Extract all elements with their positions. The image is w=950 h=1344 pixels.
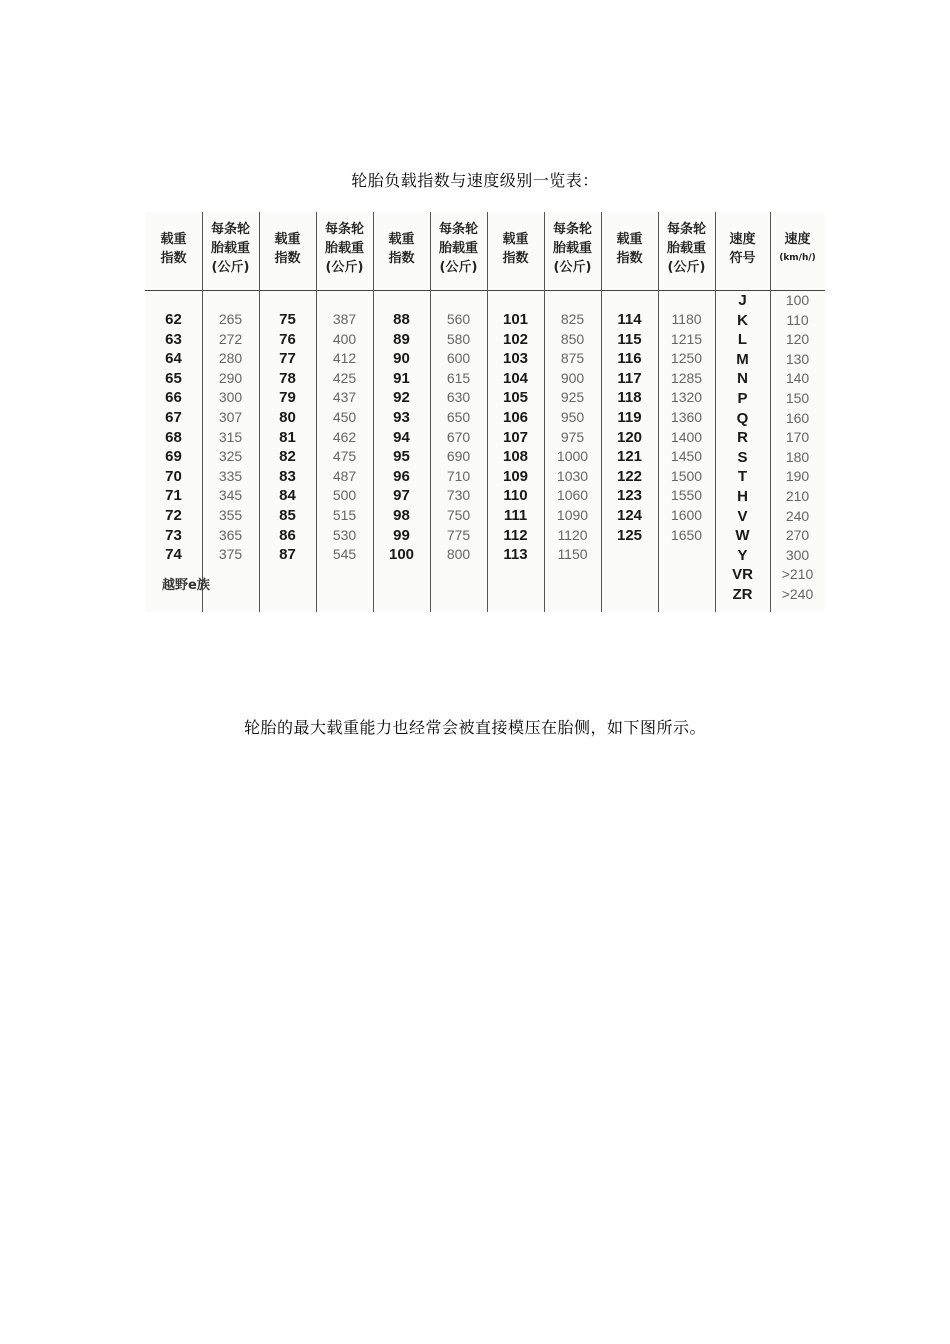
- load-kg-cell: 775: [446, 526, 471, 543]
- load-kg-cell: 365: [218, 526, 243, 543]
- load-kg-header: 每条轮 胎载重 (公斤): [210, 222, 250, 275]
- load-index-cell: 112: [503, 526, 528, 544]
- speed-kmh-cell: 140: [785, 370, 810, 387]
- load-index-cell: 66: [165, 389, 182, 407]
- load-kg-column-3: [430, 212, 487, 612]
- speed-symbol-cell: Y: [737, 546, 748, 564]
- speed-symbol-cell: K: [737, 311, 748, 329]
- load-index-cell: 100: [388, 546, 415, 564]
- load-kg-cell: 1215: [670, 330, 703, 347]
- load-index-cell: 114: [617, 311, 642, 328]
- load-index-cell: 74: [165, 546, 182, 564]
- speed-kmh-cell: 150: [785, 389, 810, 406]
- speed-symbol-cell: Q: [736, 409, 749, 427]
- load-index-cell: 92: [393, 389, 410, 407]
- load-kg-cell: 1120: [557, 526, 588, 543]
- load-index-cell: 86: [279, 526, 296, 544]
- load-kg-cell: 1285: [670, 369, 703, 386]
- load-index-cell: 75: [279, 311, 296, 328]
- load-kg-cell: 462: [332, 428, 357, 445]
- load-kg-cell: 1400: [670, 428, 703, 445]
- load-kg-cell: 530: [332, 526, 357, 543]
- load-index-cell: 117: [617, 369, 642, 387]
- load-index-cell: 111: [503, 506, 528, 524]
- load-index-cell: 107: [502, 428, 529, 446]
- load-index-cell: 120: [616, 428, 643, 446]
- speed-kmh-cell: 300: [785, 546, 810, 563]
- speed-kmh-cell: 240: [785, 507, 810, 524]
- load-index-cell: 77: [279, 350, 296, 368]
- speed-symbol-cell: S: [737, 448, 748, 466]
- load-kg-cell: 545: [332, 546, 357, 563]
- load-index-header: 载重 指数: [274, 232, 301, 266]
- load-kg-cell: 730: [446, 487, 471, 504]
- load-kg-cell: 450: [332, 408, 357, 425]
- load-kg-column-1: [202, 212, 259, 612]
- load-index-cell: 81: [279, 428, 296, 446]
- load-kg-column-2: [316, 212, 373, 612]
- load-index-column-3: [373, 212, 430, 612]
- load-kg-cell: 290: [218, 369, 243, 386]
- load-kg-cell: 1450: [670, 448, 703, 465]
- load-kg-cell: 1360: [670, 408, 703, 425]
- load-kg-cell: 437: [332, 389, 357, 406]
- speed-symbol-cell: P: [737, 389, 748, 407]
- load-index-cell: 115: [617, 330, 642, 348]
- load-kg-cell: 300: [218, 389, 243, 406]
- watermark-text: 越野e族: [162, 578, 210, 593]
- load-index-cell: 98: [393, 506, 410, 524]
- load-kg-cell: 335: [218, 467, 243, 484]
- speed-symbol-cell: R: [737, 429, 748, 447]
- load-index-cell: 108: [502, 448, 529, 466]
- load-kg-cell: 615: [446, 369, 471, 386]
- speed-kmh-cell: 130: [785, 350, 810, 367]
- load-index-cell: 102: [502, 330, 529, 348]
- load-kg-cell: 560: [446, 311, 471, 327]
- load-kg-cell: 925: [560, 389, 585, 406]
- speed-symbol-cell: L: [737, 331, 748, 349]
- load-index-header: 载重 指数: [160, 232, 187, 266]
- load-kg-cell: 600: [446, 350, 471, 367]
- load-index-cell: 83: [279, 467, 296, 485]
- load-kg-cell: 345: [218, 487, 243, 504]
- load-index-cell: 67: [165, 408, 182, 426]
- table-caption: 轮胎负载指数与速度级别一览表：: [351, 171, 599, 190]
- load-index-cell: 94: [393, 428, 410, 446]
- load-kg-cell: 280: [218, 350, 243, 367]
- load-kg-cell: 975: [560, 428, 585, 445]
- load-index-cell: 122: [616, 467, 643, 485]
- load-index-cell: 84: [279, 487, 296, 505]
- load-kg-cell: 1650: [670, 526, 703, 543]
- load-index-cell: 76: [279, 330, 296, 348]
- load-kg-cell: 515: [332, 506, 357, 523]
- load-kg-cell: 272: [218, 330, 243, 347]
- speed-kmh-cell: 160: [785, 409, 810, 426]
- load-index-header: 载重 指数: [616, 232, 643, 266]
- load-index-cell: 89: [393, 330, 410, 348]
- load-index-cell: 64: [165, 350, 182, 368]
- load-kg-cell: 1250: [670, 350, 703, 367]
- load-index-cell: 105: [502, 389, 529, 407]
- load-index-cell: 99: [393, 526, 410, 544]
- load-kg-header: 每条轮 胎载重 (公斤): [666, 222, 706, 275]
- load-index-cell: 88: [393, 311, 410, 328]
- load-kg-cell: 265: [218, 311, 243, 327]
- load-index-cell: 87: [279, 546, 296, 564]
- load-kg-cell: 750: [446, 506, 471, 523]
- load-index-cell: 65: [165, 369, 182, 387]
- load-kg-cell: 1500: [670, 467, 703, 484]
- load-kg-cell: 1600: [670, 506, 703, 523]
- load-kg-cell: 670: [446, 428, 471, 445]
- load-kg-cell: 1320: [670, 389, 703, 406]
- load-index-cell: 104: [502, 369, 529, 387]
- load-index-cell: 97: [393, 487, 410, 505]
- load-index-cell: 79: [279, 389, 296, 407]
- load-kg-cell: 1060: [556, 487, 589, 504]
- load-kg-cell: 950: [560, 408, 585, 425]
- speed-symbol-cell: T: [737, 468, 748, 486]
- load-kg-cell: 1150: [557, 546, 588, 563]
- load-kg-header: 每条轮 胎载重 (公斤): [552, 222, 592, 275]
- load-kg-cell: 580: [446, 330, 471, 347]
- load-kg-cell: 500: [332, 487, 357, 504]
- load-kg-cell: 710: [446, 467, 471, 484]
- load-index-cell: 106: [502, 408, 529, 426]
- load-index-cell: 80: [279, 408, 296, 426]
- body-paragraph: 轮胎的最大载重能力也经常会被直接模压在胎侧，如下图所示。: [243, 718, 706, 737]
- load-index-column-4: [487, 212, 544, 612]
- load-index-cell: 118: [617, 389, 642, 407]
- speed-symbol-cell: VR: [732, 566, 753, 584]
- speed-kmh-cell: 180: [785, 448, 810, 465]
- speed-symbol-cell: M: [736, 350, 749, 368]
- load-index-cell: 93: [393, 408, 410, 426]
- load-kg-cell: 690: [446, 448, 471, 465]
- load-kg-cell: 900: [560, 369, 585, 386]
- load-kg-cell: 307: [218, 408, 243, 425]
- load-kg-cell: 630: [446, 389, 471, 406]
- load-kg-cell: 650: [446, 408, 471, 425]
- load-kg-column-4: [544, 212, 601, 612]
- load-kg-cell: 375: [218, 546, 243, 563]
- load-kg-header: 每条轮 胎载重 (公斤): [324, 222, 364, 275]
- speed-symbol-cell: H: [737, 487, 748, 505]
- load-index-cell: 109: [502, 467, 529, 485]
- load-index-cell: 125: [616, 526, 643, 544]
- speed-symbol-cell: V: [737, 507, 748, 525]
- load-kg-cell: 412: [332, 350, 357, 367]
- load-index-cell: 72: [165, 506, 182, 524]
- load-kg-cell: 400: [332, 330, 357, 347]
- load-index-column-5: [601, 212, 658, 612]
- speed-symbol-header: 速度 符号: [729, 232, 756, 266]
- load-kg-cell: 1000: [556, 448, 589, 465]
- speed-kmh-header: 速度 (km/h/): [779, 232, 816, 263]
- load-index-cell: 110: [503, 487, 528, 505]
- load-kg-header: 每条轮 胎载重 (公斤): [438, 222, 478, 275]
- load-index-cell: 91: [393, 369, 410, 387]
- speed-symbol-cell: W: [735, 527, 750, 545]
- speed-kmh-cell: 270: [785, 527, 810, 544]
- speed-symbol-cell: ZR: [732, 585, 753, 603]
- speed-kmh-cell: 190: [785, 468, 810, 485]
- load-index-cell: 68: [165, 428, 182, 446]
- load-kg-cell: 875: [560, 350, 585, 367]
- load-index-cell: 124: [616, 506, 643, 524]
- speed-kmh-cell: >210: [781, 566, 814, 583]
- load-index-cell: 121: [616, 448, 643, 466]
- load-kg-cell: 800: [446, 546, 471, 563]
- speed-kmh-column: [770, 212, 825, 612]
- load-index-cell: 73: [165, 526, 182, 544]
- load-index-cell: 90: [393, 350, 410, 368]
- speed-symbol-cell: N: [737, 370, 748, 388]
- load-kg-cell: 1180: [671, 311, 702, 327]
- load-kg-cell: 325: [218, 448, 243, 465]
- speed-symbol-cell: J: [738, 292, 747, 309]
- load-kg-cell: 1090: [556, 506, 589, 523]
- load-kg-cell: 387: [332, 311, 357, 327]
- load-index-cell: 70: [165, 467, 182, 485]
- load-index-cell: 113: [503, 546, 528, 564]
- speed-symbol-column: [715, 212, 770, 612]
- load-index-cell: 103: [502, 350, 529, 368]
- load-kg-cell: 825: [560, 311, 585, 327]
- speed-kmh-cell: 110: [786, 311, 809, 328]
- load-index-cell: 63: [165, 330, 182, 348]
- speed-kmh-cell: >240: [781, 585, 814, 602]
- load-index-cell: 85: [279, 506, 296, 524]
- load-index-cell: 71: [165, 487, 182, 505]
- load-index-cell: 119: [617, 408, 642, 426]
- load-kg-cell: 487: [332, 467, 357, 484]
- load-index-header: 载重 指数: [388, 232, 415, 266]
- load-index-cell: 82: [279, 448, 296, 466]
- load-kg-cell: 1030: [556, 467, 589, 484]
- load-index-cell: 62: [165, 311, 182, 328]
- speed-kmh-cell: 100: [785, 292, 810, 308]
- speed-kmh-cell: 120: [785, 331, 810, 348]
- load-index-column-1: [145, 212, 202, 612]
- load-kg-cell: 425: [332, 369, 357, 386]
- load-index-cell: 101: [502, 311, 529, 328]
- load-kg-cell: 475: [332, 448, 357, 465]
- speed-kmh-cell: 170: [785, 429, 810, 446]
- load-index-column-2: [259, 212, 316, 612]
- load-kg-cell: 850: [560, 330, 585, 347]
- load-index-cell: 69: [165, 448, 182, 466]
- load-kg-cell: 355: [218, 506, 243, 523]
- load-kg-cell: 1550: [670, 487, 703, 504]
- load-kg-column-5: [658, 212, 715, 612]
- load-index-header: 载重 指数: [502, 232, 529, 266]
- load-index-cell: 78: [279, 369, 296, 387]
- load-index-cell: 123: [616, 487, 643, 505]
- load-index-cell: 116: [617, 350, 642, 368]
- speed-kmh-cell: 210: [785, 487, 810, 504]
- load-index-cell: 95: [393, 448, 410, 466]
- load-speed-table: [145, 212, 825, 612]
- load-kg-cell: 315: [218, 428, 243, 445]
- load-index-cell: 96: [393, 467, 410, 485]
